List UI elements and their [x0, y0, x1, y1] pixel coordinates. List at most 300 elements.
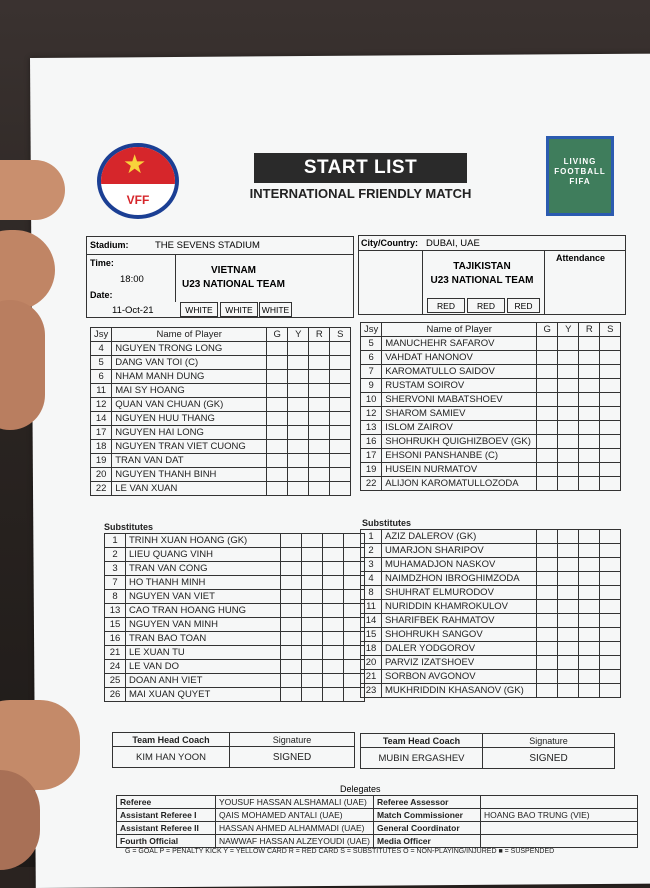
player-name: VAHDAT HANONOV — [382, 351, 537, 365]
player-name: ALIJON KAROMATULLOZODA — [382, 477, 537, 491]
player-name: RUSTAM SOIROV — [382, 379, 537, 393]
player-name: TRAN VAN CONG — [126, 562, 281, 576]
stat-cell — [267, 482, 288, 496]
player-name: SHOHRUKH QUIGHIZBOEV (GK) — [382, 435, 537, 449]
substitute-row — [105, 604, 365, 618]
stat-cell — [600, 628, 621, 642]
city-value: DUBAI, UAE — [426, 238, 480, 249]
delegate-role: General Coordinator — [373, 822, 480, 835]
stat-cell — [309, 454, 330, 468]
player-name: NHAM MANH DUNG — [112, 370, 267, 384]
player-name: TRAN BAO TOAN — [126, 632, 281, 646]
stat-cell — [558, 628, 579, 642]
jersey-number: 2 — [361, 544, 382, 558]
player-name: NGUYEN HAI LONG — [112, 426, 267, 440]
stat-cell — [323, 674, 344, 688]
player-row — [91, 412, 351, 426]
player-row — [91, 370, 351, 384]
stat-cell — [579, 463, 600, 477]
stat-cell — [537, 586, 558, 600]
stat-cell — [600, 337, 621, 351]
stat-cell — [537, 684, 558, 698]
fifa-living-football-logo: LIVING FOOTBALL FIFA — [546, 136, 614, 216]
substitute-row — [361, 530, 621, 544]
jersey-number: 26 — [105, 688, 126, 702]
stat-cell — [600, 670, 621, 684]
stat-cell — [579, 421, 600, 435]
away-team-name: TAJIKISTAN U23 NATIONAL TEAM — [430, 261, 534, 286]
stat-cell — [288, 384, 309, 398]
stat-cell — [600, 407, 621, 421]
away-kit-1: RED — [427, 298, 465, 313]
player-row — [91, 356, 351, 370]
player-name: AZIZ DALEROV (GK) — [382, 530, 537, 544]
jersey-number: 7 — [361, 365, 382, 379]
substitute-row — [105, 618, 365, 632]
stat-cell — [281, 590, 302, 604]
delegate-row — [117, 809, 638, 822]
stat-cell — [579, 449, 600, 463]
player-name: LIEU QUANG VINH — [126, 548, 281, 562]
stadium-label: Stadium: — [90, 240, 129, 250]
stat-cell — [281, 632, 302, 646]
stat-cell — [600, 572, 621, 586]
player-name: MAI SY HOANG — [112, 384, 267, 398]
stat-cell — [558, 670, 579, 684]
home-team-name: VIETNAM U23 NATIONAL TEAM — [182, 265, 285, 290]
stat-cell — [558, 600, 579, 614]
stat-cell — [302, 660, 323, 674]
stat-cell — [600, 393, 621, 407]
stat-cell — [600, 586, 621, 600]
jersey-number: 18 — [361, 642, 382, 656]
stat-cell — [600, 463, 621, 477]
stat-cell — [537, 572, 558, 586]
stat-cell — [558, 586, 579, 600]
home-kit-3: WHITE — [259, 302, 292, 317]
away-substitutes-label: Substitutes — [362, 518, 412, 528]
jersey-number: 17 — [361, 449, 382, 463]
stat-cell — [558, 435, 579, 449]
stat-cell — [302, 534, 323, 548]
stat-cell — [281, 660, 302, 674]
substitute-row — [361, 656, 621, 670]
player-name: NGUYEN VAN MINH — [126, 618, 281, 632]
stat-cell — [281, 562, 302, 576]
player-name: SHUHRAT ELMURODOV — [382, 586, 537, 600]
stat-cell — [558, 544, 579, 558]
jersey-number: 24 — [105, 660, 126, 674]
away-kit-3: RED — [507, 298, 540, 313]
stat-cell — [558, 393, 579, 407]
player-name: TRINH XUAN HOANG (GK) — [126, 534, 281, 548]
stat-cell — [558, 421, 579, 435]
jersey-number: 8 — [361, 586, 382, 600]
stat-cell — [600, 477, 621, 491]
jersey-number: 8 — [105, 590, 126, 604]
stat-cell — [309, 384, 330, 398]
substitute-row — [361, 600, 621, 614]
stat-cell — [600, 530, 621, 544]
jersey-number: 2 — [105, 548, 126, 562]
stat-cell — [323, 660, 344, 674]
player-name: QUAN VAN CHUAN (GK) — [112, 398, 267, 412]
stat-cell — [537, 642, 558, 656]
stat-cell — [537, 600, 558, 614]
player-name: KAROMATULLO SAIDOV — [382, 365, 537, 379]
player-row — [361, 463, 621, 477]
player-row — [361, 351, 621, 365]
away-lineup-table: Jsy Name of Player G Y R S 5 MANUCHEHR SAFAROV 6 VAHDAT HANONOV 7 KAROMATULLO SAIDOV 9 RUSTAM SOIROV 10 SHERVONI MABATSHOEV 12 SHAROM SAMIEV 13 ISLOM ZAIROV 16 SHOHRUKH QUIGHIZBOEV (GK) 17 EHSONI PANSHANBE (C) 19 HUSEIN NURMATOV 22 ALIJON KAROMATULLOZODA — [360, 322, 621, 491]
stat-cell — [267, 398, 288, 412]
stat-cell — [302, 562, 323, 576]
stat-cell — [281, 534, 302, 548]
jersey-number: 1 — [361, 530, 382, 544]
player-row — [91, 342, 351, 356]
player-name: MANUCHEHR SAFAROV — [382, 337, 537, 351]
stat-cell — [579, 393, 600, 407]
stat-cell — [600, 684, 621, 698]
delegate-name: QAIS MOHAMED ANTALI (UAE) — [216, 809, 374, 822]
stat-cell — [267, 412, 288, 426]
stat-cell — [558, 449, 579, 463]
stat-cell — [579, 477, 600, 491]
stat-cell — [267, 384, 288, 398]
substitute-row — [105, 646, 365, 660]
substitute-row — [105, 534, 365, 548]
player-row — [91, 398, 351, 412]
substitute-row — [105, 576, 365, 590]
player-name: UMARJON SHARIPOV — [382, 544, 537, 558]
substitute-row — [105, 590, 365, 604]
stat-cell — [323, 646, 344, 660]
home-substitutes-table — [104, 533, 365, 702]
stat-cell — [267, 454, 288, 468]
stat-cell — [302, 604, 323, 618]
stat-cell — [330, 426, 351, 440]
player-name: SHOHRUKH SANGOV — [382, 628, 537, 642]
stat-cell — [579, 379, 600, 393]
jersey-number: 15 — [361, 628, 382, 642]
stat-cell — [323, 576, 344, 590]
jersey-number: 3 — [105, 562, 126, 576]
page-subtitle: INTERNATIONAL FRIENDLY MATCH — [249, 186, 472, 201]
substitute-row — [105, 688, 365, 702]
stat-cell — [558, 351, 579, 365]
jersey-number: 25 — [105, 674, 126, 688]
stat-cell — [302, 618, 323, 632]
delegate-row — [117, 796, 638, 809]
substitute-row — [361, 572, 621, 586]
stat-cell — [267, 342, 288, 356]
stat-cell — [330, 468, 351, 482]
stat-cell — [600, 642, 621, 656]
stat-cell — [579, 656, 600, 670]
date-value: 11-Oct-21 — [112, 305, 154, 316]
home-coach-table: Team Head Coach Signature KIM HAN YOON SIGNED — [112, 732, 355, 768]
stat-cell — [281, 646, 302, 660]
delegate-name — [480, 796, 637, 809]
stat-cell — [537, 463, 558, 477]
stat-cell — [579, 435, 600, 449]
stat-cell — [288, 412, 309, 426]
home-coach-name: KIM HAN YOON — [113, 747, 230, 768]
stat-cell — [537, 435, 558, 449]
substitute-row — [361, 684, 621, 698]
jersey-number: 12 — [91, 398, 112, 412]
stat-cell — [537, 530, 558, 544]
player-name: NURIDDIN KHAMROKULOV — [382, 600, 537, 614]
delegate-role: Media Officer — [373, 835, 480, 848]
away-coach-table: Team Head Coach Signature MUBIN ERGASHEV SIGNED — [360, 733, 615, 769]
player-name: NGUYEN HUU THANG — [112, 412, 267, 426]
player-row — [91, 454, 351, 468]
stat-cell — [281, 618, 302, 632]
stat-cell — [558, 642, 579, 656]
stat-cell — [558, 572, 579, 586]
player-row — [91, 468, 351, 482]
delegate-role: Fourth Official — [117, 835, 216, 848]
jersey-number: 11 — [91, 384, 112, 398]
delegate-name — [480, 835, 637, 848]
player-name: SORBON AVGONOV — [382, 670, 537, 684]
stat-cell — [537, 477, 558, 491]
stat-cell — [288, 468, 309, 482]
stat-cell — [323, 618, 344, 632]
player-row — [91, 440, 351, 454]
jersey-number: 20 — [361, 656, 382, 670]
stat-cell — [558, 365, 579, 379]
substitute-row — [361, 642, 621, 656]
stat-cell — [558, 463, 579, 477]
stat-cell — [579, 337, 600, 351]
player-row — [91, 482, 351, 496]
stat-cell — [579, 628, 600, 642]
stat-cell — [579, 351, 600, 365]
jersey-number: 13 — [105, 604, 126, 618]
player-name: LE VAN DO — [126, 660, 281, 674]
jersey-number: 11 — [361, 600, 382, 614]
stat-cell — [309, 398, 330, 412]
stat-cell — [579, 407, 600, 421]
jersey-number: 9 — [361, 379, 382, 393]
stat-cell — [288, 342, 309, 356]
delegate-role: Assistant Referee I — [117, 809, 216, 822]
jersey-number: 19 — [91, 454, 112, 468]
stat-cell — [537, 421, 558, 435]
hand-finger — [0, 300, 45, 430]
stat-cell — [600, 351, 621, 365]
stat-cell — [330, 384, 351, 398]
stat-cell — [302, 646, 323, 660]
stat-cell — [558, 614, 579, 628]
stat-cell — [537, 393, 558, 407]
time-label: Time: — [90, 258, 114, 268]
jersey-number: 16 — [361, 435, 382, 449]
stat-cell — [288, 356, 309, 370]
stat-cell — [600, 600, 621, 614]
player-row — [361, 393, 621, 407]
player-name: NGUYEN TRONG LONG — [112, 342, 267, 356]
stat-cell — [558, 407, 579, 421]
stat-cell — [330, 482, 351, 496]
attendance-label: Attendance — [556, 253, 606, 263]
jersey-number: 1 — [105, 534, 126, 548]
player-name: MAI XUAN QUYET — [126, 688, 281, 702]
player-row — [361, 365, 621, 379]
player-name: CAO TRAN HOANG HUNG — [126, 604, 281, 618]
jersey-number: 6 — [91, 370, 112, 384]
stat-cell — [323, 590, 344, 604]
stat-cell — [288, 482, 309, 496]
jersey-number: 15 — [105, 618, 126, 632]
player-name: DOAN ANH VIET — [126, 674, 281, 688]
home-coach-signature: SIGNED — [230, 747, 355, 768]
player-name: MUHAMADJON NASKOV — [382, 558, 537, 572]
stat-cell — [579, 614, 600, 628]
stat-cell — [579, 544, 600, 558]
jersey-number: 17 — [91, 426, 112, 440]
stat-cell — [558, 379, 579, 393]
stat-cell — [267, 356, 288, 370]
stat-cell — [267, 426, 288, 440]
delegate-role: Referee — [117, 796, 216, 809]
stat-cell — [330, 440, 351, 454]
substitute-row — [361, 628, 621, 642]
substitute-row — [105, 632, 365, 646]
stat-cell — [267, 440, 288, 454]
jersey-number: 12 — [361, 407, 382, 421]
stat-cell — [323, 632, 344, 646]
home-lineup-table: Jsy Name of Player G Y R S 4 NGUYEN TRONG LONG 5 DANG VAN TOI (C) 6 NHAM MANH DUNG 11 MAI SY HOANG 12 QUAN VAN CHUAN (GK) 14 NGUYEN HUU THANG 17 NGUYEN HAI LONG 18 NGUYEN TRAN VIET CUONG 19 TRAN VAN DAT 20 NGUYEN THANH BINH 22 LE VAN XUAN — [90, 327, 351, 496]
stat-cell — [281, 604, 302, 618]
jersey-number: 14 — [361, 614, 382, 628]
jersey-number: 5 — [361, 337, 382, 351]
delegates-title: Delegates — [340, 784, 381, 794]
player-name: DALER YODGOROV — [382, 642, 537, 656]
jersey-number: 4 — [91, 342, 112, 356]
player-name: LE VAN XUAN — [112, 482, 267, 496]
stat-cell — [330, 342, 351, 356]
player-name: NAIMDZHON IBROGHIMZODA — [382, 572, 537, 586]
player-row — [361, 337, 621, 351]
delegate-name: HOANG BAO TRUNG (VIE) — [480, 809, 637, 822]
stat-cell — [281, 576, 302, 590]
stat-cell — [302, 576, 323, 590]
stat-cell — [537, 670, 558, 684]
stat-cell — [600, 544, 621, 558]
away-coach-name: MUBIN ERGASHEV — [361, 748, 483, 769]
stat-cell — [537, 351, 558, 365]
stat-cell — [309, 412, 330, 426]
stat-cell — [537, 558, 558, 572]
stat-cell — [558, 558, 579, 572]
jersey-number: 21 — [105, 646, 126, 660]
stat-cell — [309, 440, 330, 454]
stat-cell — [281, 674, 302, 688]
away-kit-2: RED — [467, 298, 505, 313]
delegate-name: YOUSUF HASSAN ALSHAMALI (UAE) — [216, 796, 374, 809]
jersey-number: 4 — [361, 572, 382, 586]
stat-cell — [309, 426, 330, 440]
jersey-number: 23 — [361, 684, 382, 698]
stat-cell — [537, 365, 558, 379]
city-label: City/Country: — [361, 238, 418, 248]
home-kit-1: WHITE — [180, 302, 218, 317]
player-name: MUKHRIDDIN KHASANOV (GK) — [382, 684, 537, 698]
stat-cell — [600, 656, 621, 670]
stat-cell — [579, 572, 600, 586]
stat-cell — [537, 656, 558, 670]
substitute-row — [105, 674, 365, 688]
stat-cell — [302, 632, 323, 646]
stat-cell — [579, 642, 600, 656]
stat-cell — [579, 586, 600, 600]
stat-cell — [579, 530, 600, 544]
stat-cell — [537, 449, 558, 463]
player-row — [361, 421, 621, 435]
jersey-number: 21 — [361, 670, 382, 684]
jersey-number: 22 — [361, 477, 382, 491]
stat-cell — [267, 370, 288, 384]
stat-cell — [579, 365, 600, 379]
home-kit-2: WHITE — [220, 302, 258, 317]
stat-cell — [558, 656, 579, 670]
stat-cell — [537, 379, 558, 393]
date-label: Date: — [90, 290, 113, 300]
delegate-role: Referee Assessor — [373, 796, 480, 809]
legend: G = GOAL P = PENALTY KICK Y = YELLOW CARD R = RED CARD S = SUBSTITUTES O = NON-PLAYING/INJURED ■ = SUSPENDED — [125, 848, 555, 855]
stat-cell — [323, 548, 344, 562]
player-row — [361, 407, 621, 421]
substitute-row — [361, 544, 621, 558]
stat-cell — [579, 600, 600, 614]
stat-cell — [600, 435, 621, 449]
substitute-row — [105, 660, 365, 674]
delegate-name — [480, 822, 637, 835]
stat-cell — [281, 688, 302, 702]
player-row — [91, 384, 351, 398]
jersey-number: 19 — [361, 463, 382, 477]
stadium-value: THE SEVENS STADIUM — [155, 240, 260, 251]
player-name: NGUYEN VAN VIET — [126, 590, 281, 604]
player-name: NGUYEN TRAN VIET CUONG — [112, 440, 267, 454]
stat-cell — [309, 370, 330, 384]
stat-cell — [330, 370, 351, 384]
delegate-role: Match Commissioner — [373, 809, 480, 822]
away-substitutes-table — [360, 529, 621, 698]
stat-cell — [288, 440, 309, 454]
stat-cell — [600, 379, 621, 393]
player-row — [361, 379, 621, 393]
stat-cell — [600, 558, 621, 572]
delegate-name: HASSAN AHMED ALHAMMADI (UAE) — [216, 822, 374, 835]
jersey-number: 14 — [91, 412, 112, 426]
stat-cell — [600, 365, 621, 379]
substitute-row — [361, 586, 621, 600]
jersey-number: 10 — [361, 393, 382, 407]
stat-cell — [302, 590, 323, 604]
stat-cell — [302, 688, 323, 702]
player-row — [361, 435, 621, 449]
stat-cell — [537, 337, 558, 351]
player-name: TRAN VAN DAT — [112, 454, 267, 468]
stat-cell — [323, 534, 344, 548]
stat-cell — [288, 370, 309, 384]
player-row — [361, 477, 621, 491]
stat-cell — [558, 530, 579, 544]
player-name: PARVIZ IZATSHOEV — [382, 656, 537, 670]
